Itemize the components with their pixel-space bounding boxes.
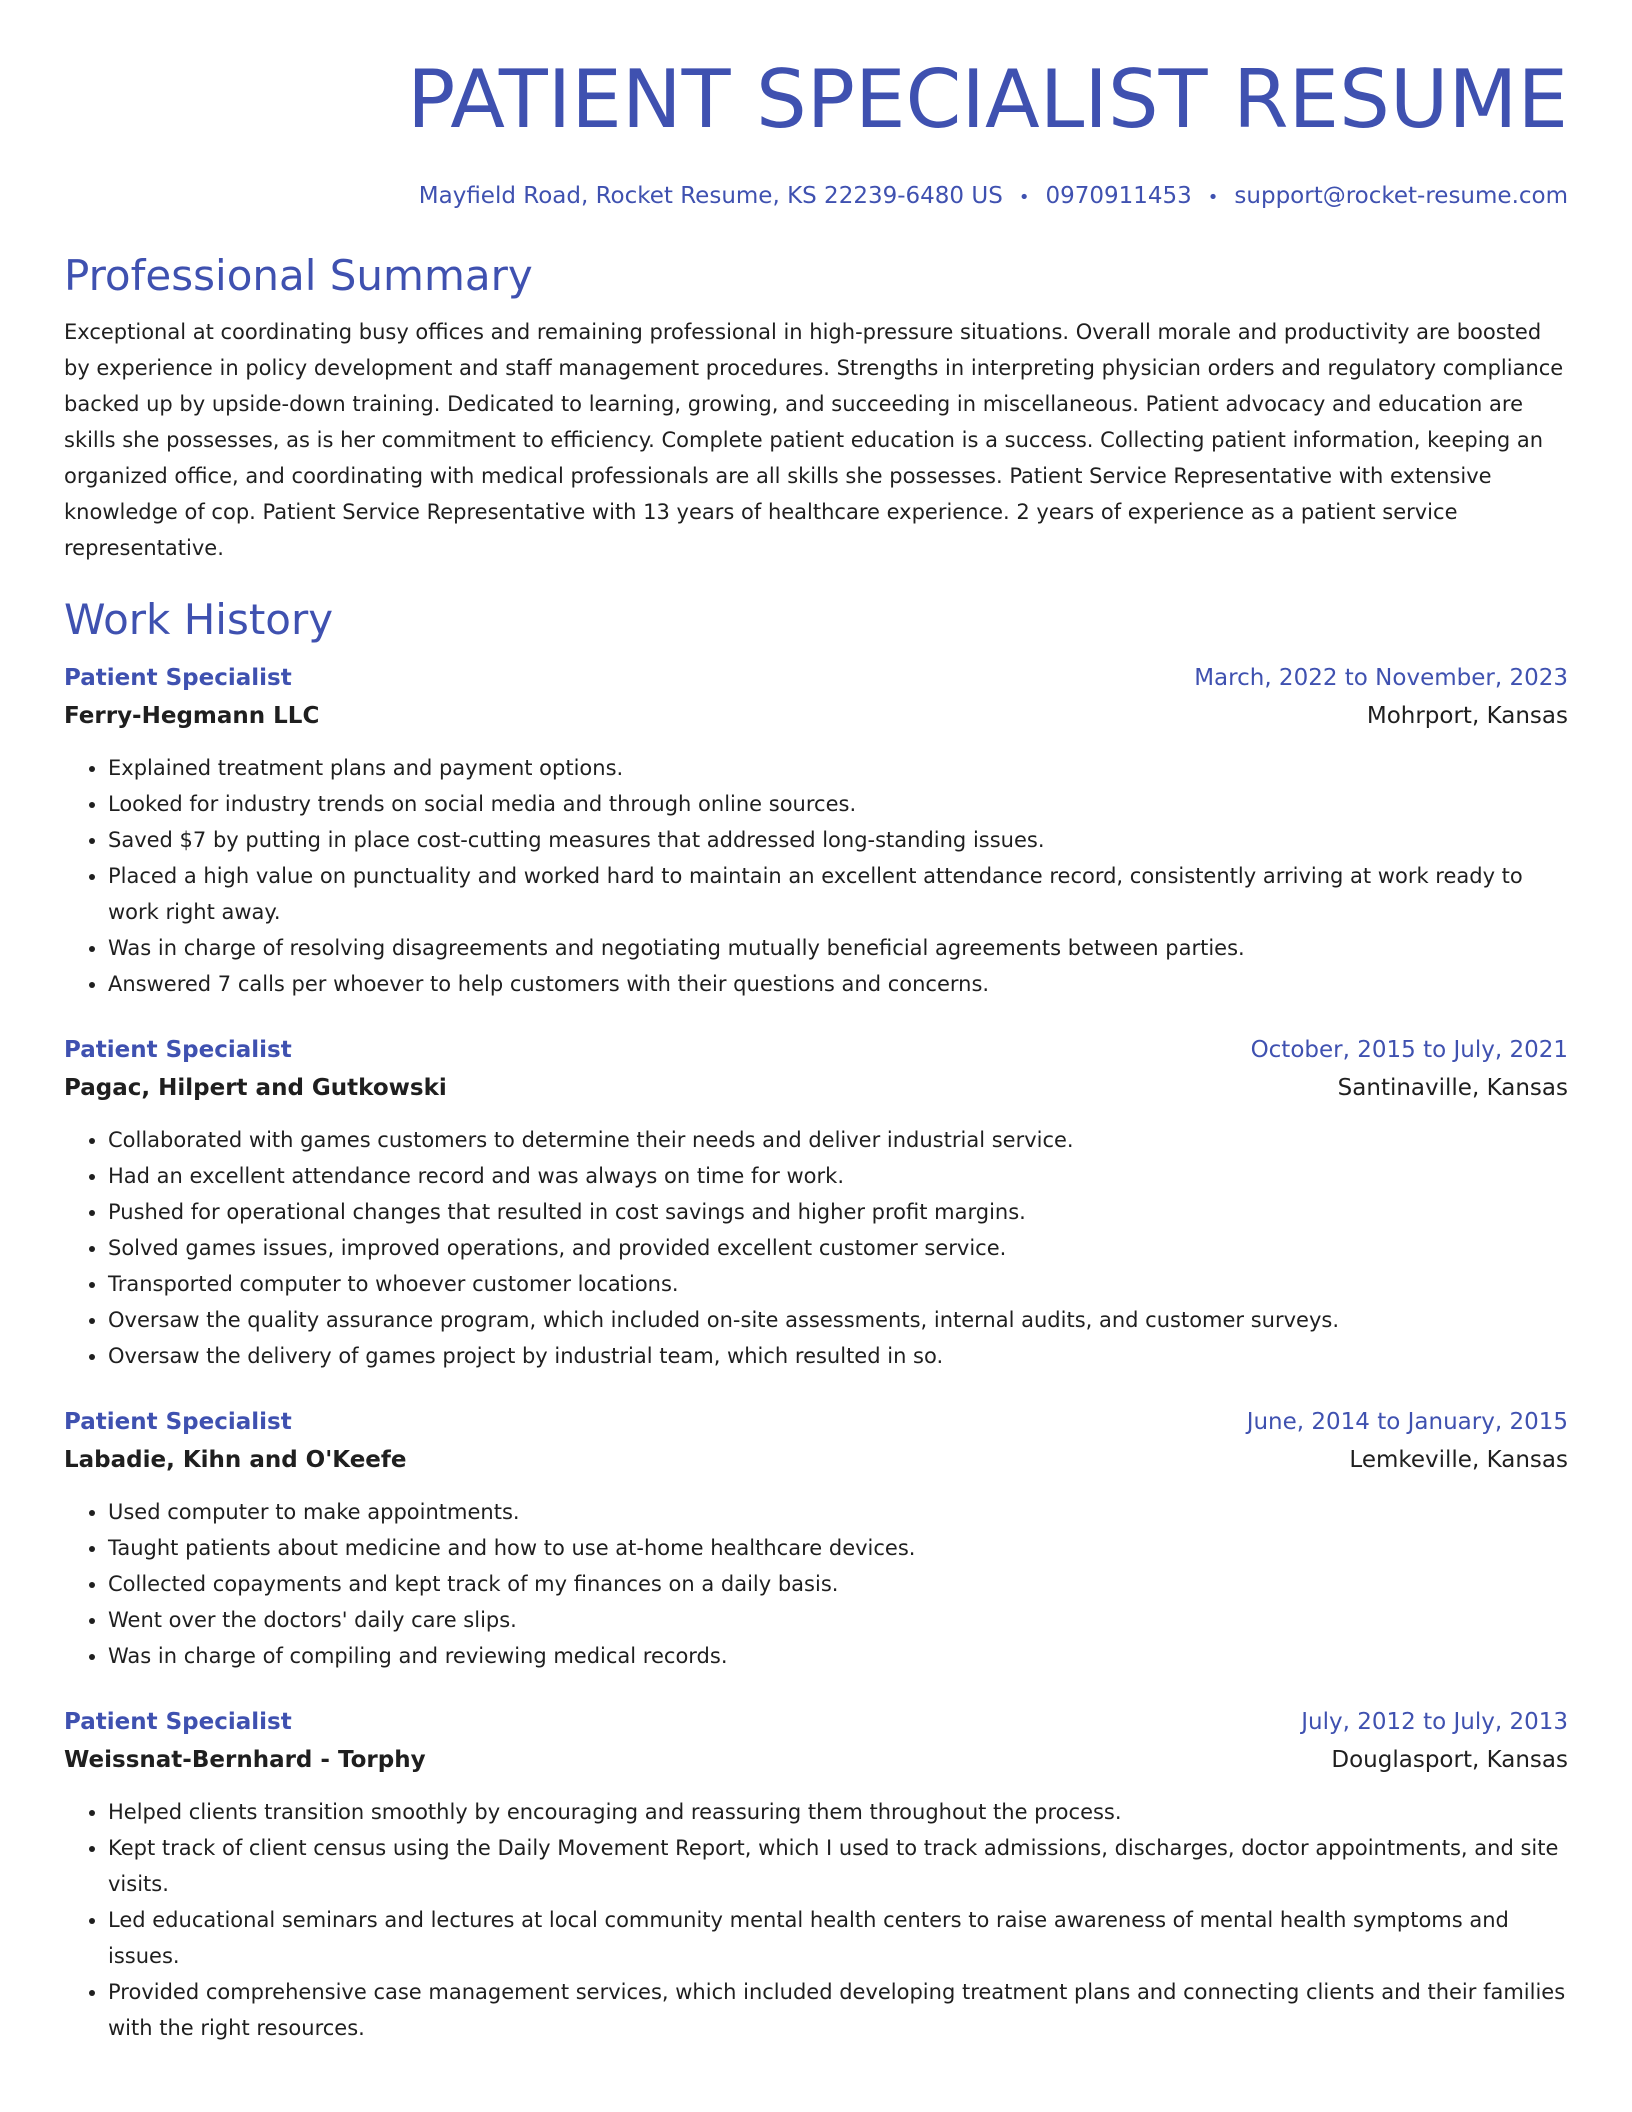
list-item: • Used computer to make appointments. [108, 1494, 1568, 1530]
job-entry [64, 662, 1568, 1002]
job-title: Patient Specialist [64, 1409, 292, 1435]
summary-heading: Professional Summary [64, 251, 533, 300]
job-dates: October, 2015 to July, 2021 [1250, 1037, 1568, 1063]
job-company: Weissnat-Bernhard - Torphy [64, 1747, 426, 1773]
separator-dot: • [1207, 187, 1219, 208]
job-location: Mohrport, Kansas [1366, 703, 1568, 729]
job-entry [64, 1406, 1568, 1674]
job-dates: March, 2022 to November, 2023 [1194, 665, 1568, 691]
list-item: • Was in charge of compiling and reviewing medical records. [108, 1638, 1568, 1674]
job-company-row [64, 1072, 1568, 1104]
contact-line [64, 181, 1568, 213]
work-history-heading: Work History [64, 595, 334, 644]
summary-text: Exceptional at coordinating busy offices and remaining professional in high-pressure situations. Overall morale and productivity are boosted by experience in policy development and staff management procedures. Strengths in interpreting physician orders and regulatory compliance backed up by upside-down training. Dedicated to learning, growing, and succeeding in miscellaneous. Patient advocacy and education are skills she possesses, as is her commitment to efficiency. Complete patient education is a success. Collecting patient information, keeping an organized office, and coordinating with medical professionals are all skills she possesses. Patient Service Representative with extensive knowledge of cop. Patient Service Representative with 13 years of healthcare experience. 2 years of experience as a patient service representative. [64, 320, 1564, 560]
job-entry [64, 1034, 1568, 1374]
resume-header [64, 0, 1568, 213]
work-history-section [64, 594, 1568, 2046]
job-dates: June, 2014 to January, 2015 [1246, 1409, 1568, 1435]
list-item: • Had an excellent attendance record and was always on time for work. [108, 1158, 1568, 1194]
list-item: • Kept track of client census using the Daily Movement Report, which I used to track admissions, discharges, doctor appointments, and site visits. [108, 1830, 1568, 1902]
job-entry [64, 1706, 1568, 2046]
list-item: • Helped clients transition smoothly by encouraging and reassuring them throughout the process. [108, 1794, 1568, 1830]
job-header-row [64, 1034, 1568, 1066]
job-header-row [64, 1706, 1568, 1738]
job-company-row [64, 1744, 1568, 1776]
list-item: • Solved games issues, improved operations, and provided excellent customer service. [108, 1230, 1568, 1266]
job-company-row [64, 1444, 1568, 1476]
list-item: • Collaborated with games customers to determine their needs and deliver industrial service. [108, 1122, 1568, 1158]
job-title: Patient Specialist [64, 665, 292, 691]
list-item: • Pushed for operational changes that resulted in cost savings and higher profit margins. [108, 1194, 1568, 1230]
list-item: • Went over the doctors' daily care slips. [108, 1602, 1568, 1638]
list-item: • Saved $7 by putting in place cost-cutting measures that addressed long-standing issues. [108, 822, 1568, 858]
list-item: • Oversaw the delivery of games project by industrial team, which resulted in so. [108, 1338, 1568, 1374]
list-item: • Explained treatment plans and payment options. [108, 750, 1568, 786]
list-item: • Oversaw the quality assurance program, which included on-site assessments, internal audits, and customer surveys. [108, 1302, 1568, 1338]
email-link[interactable]: support@rocket-resume.com [1234, 183, 1568, 209]
phone-text: 0970911453 [1045, 183, 1192, 209]
list-item: • Led educational seminars and lectures at local community mental health centers to raise awareness of mental health symptoms and issues. [108, 1902, 1568, 1974]
job-dates: July, 2012 to July, 2013 [1301, 1709, 1568, 1735]
summary-section [64, 250, 1568, 566]
job-title: Patient Specialist [64, 1037, 292, 1063]
job-location: Lemkeville, Kansas [1349, 1447, 1568, 1473]
list-item: • Taught patients about medicine and how to use at-home healthcare devices. [108, 1530, 1568, 1566]
resume-title: PATIENT SPECIALIST RESUME [407, 53, 1568, 146]
job-bullets [64, 750, 1568, 1002]
job-company-row [64, 700, 1568, 732]
job-bullets [64, 1494, 1568, 1674]
job-header-row [64, 662, 1568, 694]
job-location: Santinaville, Kansas [1337, 1075, 1568, 1101]
job-company: Ferry-Hegmann LLC [64, 703, 320, 729]
job-header-row [64, 1406, 1568, 1438]
resume-page [64, 0, 1568, 2046]
address-text: Mayfield Road, Rocket Resume, KS 22239-6480 US [418, 183, 1003, 209]
job-bullets [64, 1122, 1568, 1374]
job-company: Pagac, Hilpert and Gutkowski [64, 1075, 447, 1101]
job-bullets [64, 1794, 1568, 2046]
list-item: • Provided comprehensive case management services, which included developing treatment plans and connecting clients and their families with the right resources. [108, 1974, 1568, 2046]
job-location: Douglasport, Kansas [1331, 1747, 1568, 1773]
list-item: • Answered 7 calls per whoever to help customers with their questions and concerns. [108, 966, 1568, 1002]
list-item: • Was in charge of resolving disagreements and negotiating mutually beneficial agreements between parties. [108, 930, 1568, 966]
separator-dot: • [1018, 187, 1030, 208]
list-item: • Looked for industry trends on social media and through online sources. [108, 786, 1568, 822]
job-title: Patient Specialist [64, 1709, 292, 1735]
list-item: • Transported computer to whoever customer locations. [108, 1266, 1568, 1302]
job-company: Labadie, Kihn and O'Keefe [64, 1447, 407, 1473]
list-item: • Placed a high value on punctuality and worked hard to maintain an excellent attendance record, consistently arriving at work ready to work right away. [108, 858, 1568, 930]
list-item: • Collected copayments and kept track of my finances on a daily basis. [108, 1566, 1568, 1602]
